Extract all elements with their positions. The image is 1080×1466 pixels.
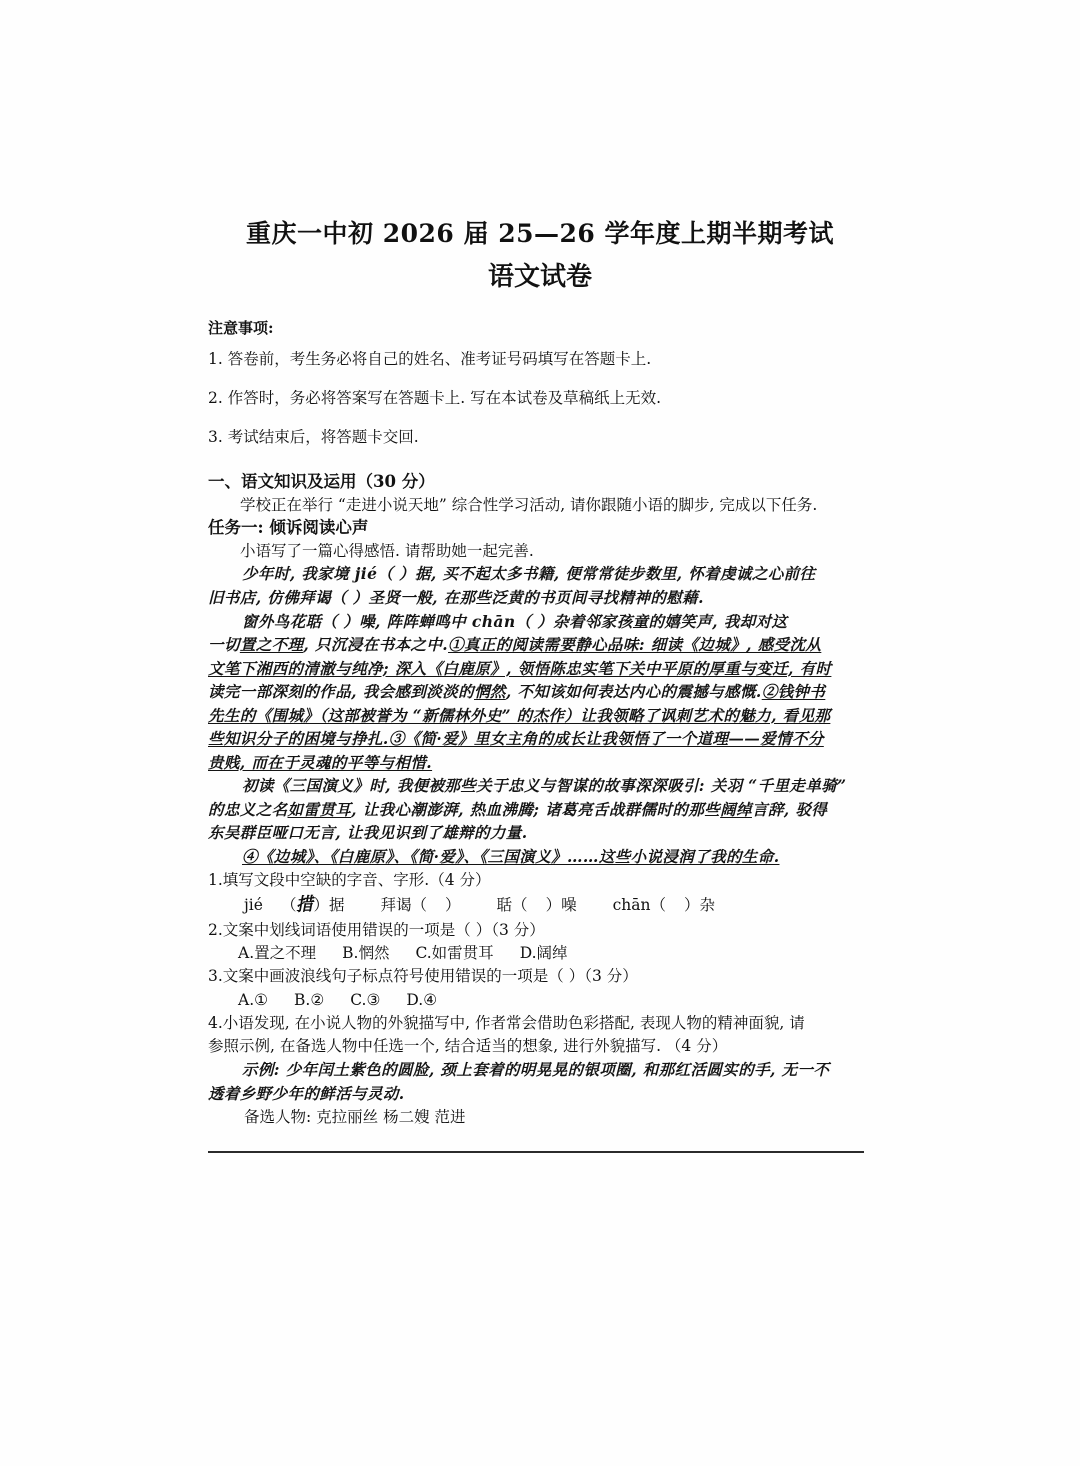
passage-p3-line3: 东吴群臣哑口无言, 让我见识到了雄辩的力量. [208, 823, 528, 843]
underlined-idiom-ruleiguaner: 如雷贯耳 [287, 799, 352, 819]
section-one-intro: 学校正在举行 “走进小说天地” 综合性学习活动, 请你跟随小语的脚步, 完成以下任务. [240, 495, 818, 514]
task-one-intro: 小语写了一篇心得感悟. 请帮助她一起完善. [240, 541, 534, 560]
char-ju: 据 [328, 895, 345, 914]
passage-p2-line7: 贵贱, 而在于灵魂的平等与相惜. [208, 752, 433, 772]
question-2-stem: 2.文案中划线词语使用错误的一项是（ ）（3 分） [208, 920, 545, 939]
option-c[interactable]: C.如雷贯耳 [415, 944, 494, 963]
page-title: 重庆一中初 2026 届 25—26 学年度上期半期考试 [246, 219, 834, 248]
passage-p2-line1: 窗外鸟花聒（ ）噪, 阵阵蝉鸣中 chān（ ）杂着邻家孩童的嬉笑声, 我却对这 [242, 611, 788, 631]
paren-open: （ [650, 895, 666, 914]
notice-item-2: 2. 作答时，务必将答案写在答题卡上. 写在本试卷及草稿纸上无效. [208, 389, 661, 408]
option-a[interactable]: A.置之不理 [238, 944, 317, 963]
passage-p2-line5: 先生的《围城》（这部被誉为 “新儒林外史” 的杰作）让我领略了讽刺艺术的魅力, 看见那 [208, 705, 831, 725]
question-1-answer-line [208, 892, 872, 919]
char-za: 杂 [699, 895, 716, 914]
passage-text: , 只沉浸在书本之中. [303, 635, 449, 655]
wavy-sentence-1: ①真正的阅读需要静心品味: 细读《边城》, 感受沈从 [448, 635, 822, 655]
option-b[interactable]: B.惘然 [342, 944, 390, 963]
question-4-example-line1: 示例: 少年闰土紫色的圆脸, 颈上套着的明晃晃的银项圈, 和那红活圆实的手, 无一不 [242, 1060, 830, 1080]
candidates-list: 克拉丽丝 杨二嫂 范进 [316, 1107, 466, 1126]
option-c[interactable]: C.③ [350, 990, 381, 1009]
passage-text: 言辞, 驳得 [751, 799, 828, 819]
passage-p2-line3: 文笔下湘西的清澈与纯净; 深入《白鹿原》, 领悟陈忠实笔下关中平原的厚重与变迁, 有时 [208, 658, 832, 678]
question-4-candidates [208, 1106, 872, 1129]
paper-content [208, 215, 872, 1153]
question-4-example-line2: 透着乡野少年的鲜活与灵动. [208, 1084, 405, 1104]
question-4-stem-line2: 参照示例, 在备选人物中任选一个, 结合适当的想象, 进行外貌描写. （4 分） [208, 1037, 728, 1056]
wavy-sentence-2-cont: 些知识分子的困境与挣扎. [208, 729, 389, 749]
handwritten-answer-cuo: 措 [295, 893, 314, 916]
paren-open: （ [512, 895, 528, 914]
passage-p4-wavy-sentence-4: ④《边城》、《白鹿原》、《简·爱》、《三国演义》……这些小说浸润了我的生命. [242, 846, 780, 866]
notice-item-3: 3. 考试结束后，将答题卡交回. [208, 428, 419, 447]
passage-text: 一切 [208, 635, 240, 655]
option-b[interactable]: B.② [294, 990, 325, 1009]
paren-open: （ [280, 895, 297, 914]
task-one-heading: 任务一: 倾诉阅读心声 [208, 518, 369, 538]
question-3-options [208, 989, 872, 1012]
page-subtitle: 语文试卷 [487, 261, 592, 292]
passage-p3-line1: 初读《三国演义》时, 我便被那些关于忠义与智谋的故事深深吸引: 关羽 “千里走单骑” [242, 776, 847, 796]
passage-text: 的忠义之名 [208, 799, 288, 819]
passage-text: , 不知该如何表达内心的震撼与感慨. [505, 682, 762, 702]
question-4-stem-line1: 4.小语发现, 在小说人物的外貌描写中, 作者常会借助色彩搭配, 表现人物的精神面貌, 请 [208, 1013, 805, 1032]
passage-p2-line2 [208, 633, 872, 657]
char-zao: 噪 [561, 895, 577, 914]
paren-close: ） [545, 895, 562, 914]
passage-p3-line2 [208, 798, 872, 822]
paren-close: ） [684, 895, 700, 914]
option-d[interactable]: D.阔绰 [519, 944, 568, 963]
question-1-stem: 1.填写文段中空缺的字音、字形.（4 分） [208, 870, 491, 889]
option-d[interactable]: D.④ [406, 990, 438, 1009]
underlined-word-wangran: 惘然 [474, 682, 506, 702]
passage-p1-line2: 旧书店, 仿佛拜谒（ ）圣贤一般, 在那些泛黄的书页间寻找精神的慰藉. [208, 587, 704, 607]
section-one-heading: 一、语文知识及运用（30 分） [208, 471, 435, 491]
passage-p1-line1: 少年时, 我家境 jié（ ）据, 买不起太多书籍, 便常常徒步数里, 怀着虔诚之心前往 [242, 564, 816, 584]
passage-p2-line6 [208, 727, 872, 751]
paren-close: ） [445, 895, 461, 914]
question-3-stem: 3.文案中画波浪线句子标点符号使用错误的一项是（ ）（3 分） [208, 967, 638, 986]
passage-p2-line4 [208, 680, 872, 704]
paren-open: （ [411, 895, 428, 914]
paren-close: ） [313, 895, 329, 914]
passage-text: , 让我心潮澎湃, 热血沸腾; 诸葛亮舌战群儒时的那些 [351, 799, 721, 819]
passage-text: 读完一部深刻的作品, 我会感到淡淡的 [208, 682, 474, 702]
underlined-idiom-zhizhibuli: 置之不理 [239, 635, 304, 655]
wavy-sentence-3: ③《简·爱》里女主角的成长让我领悟了一个道理——爱情不分 [388, 729, 824, 749]
word-baiye: 拜谒 [380, 895, 412, 914]
pinyin-jie: jié [244, 895, 263, 914]
option-a[interactable]: A.① [238, 990, 269, 1009]
page-footer-rule [208, 1151, 864, 1153]
notice-heading: 注意事项: [208, 318, 274, 337]
candidates-label: 备选人物: [244, 1107, 317, 1126]
notice-item-1: 1. 答卷前，考生务必将自己的姓名、准考证号码填写在答题卡上. [208, 349, 652, 368]
char-gua: 聒 [496, 895, 513, 914]
pinyin-chan: chān [612, 895, 651, 914]
underlined-word-kuochuo: 阔绰 [720, 799, 752, 819]
question-2-options [208, 942, 872, 965]
wavy-sentence-2: ②钱钟书 [761, 682, 826, 702]
